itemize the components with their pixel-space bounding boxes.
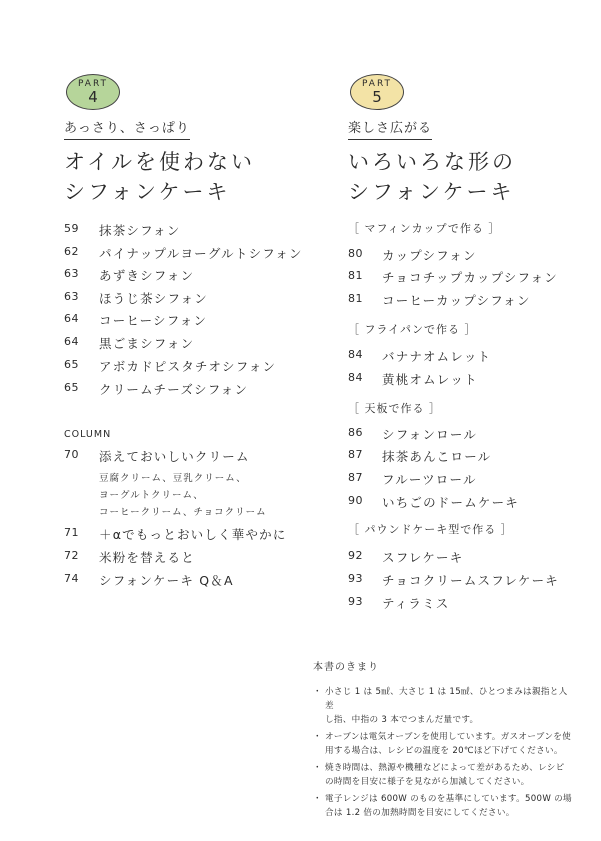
toc-title: ティラミス — [382, 596, 450, 611]
toc-page-number: 65 — [64, 381, 79, 394]
toc-title: バナナオムレット — [382, 349, 492, 364]
part4-subtitle: あっさり、さっぱり — [64, 117, 190, 140]
toc-page-number: 80 — [348, 247, 363, 260]
rule-line: の時間を目安に様子を見ながら加減してください。 — [325, 777, 530, 787]
toc-page-number: 81 — [348, 292, 363, 305]
toc-title: パイナップルヨーグルトシフォン — [99, 246, 303, 261]
part5-title — [348, 147, 516, 207]
toc-page-number: 64 — [64, 335, 79, 348]
toc-title: あずきシフォン — [99, 268, 195, 283]
toc-title: 黄桃オムレット — [382, 372, 478, 387]
column-label: COLUMN — [64, 429, 112, 440]
toc-page-number: 92 — [348, 549, 363, 562]
bullet-icon: ・ — [313, 763, 322, 773]
toc-title: チョコクリームスフレケーキ — [382, 573, 559, 588]
toc-page-number: 59 — [64, 222, 79, 235]
part5-title-line1: いろいろな形の — [348, 150, 516, 174]
toc-page-number: 62 — [64, 245, 79, 258]
toc-title: コーヒーカップシフォン — [382, 293, 531, 308]
part5-badge — [350, 74, 404, 110]
toc-title: 米粉を替えると — [99, 550, 195, 565]
part5-badge-label: PART — [361, 79, 393, 89]
toc-page-number: 72 — [64, 549, 79, 562]
part4-title-line2: シフォンケーキ — [64, 180, 231, 204]
part4-badge — [66, 74, 120, 110]
rule-line: し指、中指の 3 本でつまんだ量です。 — [325, 715, 479, 725]
part5-badge-number: 5 — [372, 88, 382, 106]
toc-title: チョコチップカップシフォン — [382, 270, 558, 285]
book-rules — [313, 658, 573, 823]
toc-title: 黒ごまシフォン — [99, 336, 195, 351]
part5-subtitle: 楽しさ広がる — [348, 117, 432, 140]
toc-page-number: 64 — [64, 312, 79, 325]
bullet-icon: ・ — [313, 687, 322, 697]
toc-title: シフォンロール — [382, 427, 478, 442]
cream-note: 豆腐クリーム、豆乳クリーム、 — [99, 473, 247, 484]
toc-page-number: 84 — [348, 348, 363, 361]
toc-page-number: 90 — [348, 494, 363, 507]
part4-badge-number: 4 — [88, 88, 98, 106]
toc-page-number: 87 — [348, 471, 363, 484]
toc-title: カップシフォン — [382, 248, 477, 263]
rule-line: 小さじ 1 は 5㎖、大さじ 1 は 15㎖、ひとつまみは親指と人差 — [325, 687, 568, 711]
toc-page-number: 86 — [348, 426, 363, 439]
rule-line: オーブンは電気オーブンを使用しています。ガスオーブンを使 — [325, 732, 572, 742]
toc-page-number: 81 — [348, 269, 363, 282]
bullet-icon: ・ — [313, 794, 322, 804]
toc-page-number: 93 — [348, 595, 363, 608]
toc-title: コーヒーシフォン — [99, 313, 208, 328]
rules-title: 本書のきまり — [313, 662, 379, 673]
toc-page-number: 87 — [348, 448, 363, 461]
toc-title: ほうじ茶シフォン — [99, 291, 208, 306]
section-heading: ［ 天板で作る ］ — [348, 402, 441, 415]
toc-title: スフレケーキ — [382, 550, 464, 565]
toc-title: フルーツロール — [382, 472, 477, 487]
toc-page-number: 65 — [64, 358, 79, 371]
toc-page-number: 71 — [64, 526, 79, 539]
part4-title-line1: オイルを使わない — [64, 150, 255, 174]
toc-page-number: 63 — [64, 290, 79, 303]
rule-item — [313, 730, 573, 758]
rule-line: 合は 1.2 倍の加熱時間を目安にしてください。 — [325, 808, 515, 818]
toc-page-number: 84 — [348, 371, 363, 384]
cream-note: ヨーグルトクリーム、 — [99, 490, 204, 501]
part4-badge-label: PART — [77, 79, 109, 89]
rule-item — [313, 761, 573, 789]
rule-item — [313, 792, 573, 820]
toc-title: アボカドピスタチオシフォン — [99, 359, 277, 374]
rule-item — [313, 685, 573, 727]
section-heading: ［ マフィンカップで作る ］ — [348, 222, 501, 235]
toc-title: クリームチーズシフォン — [99, 382, 249, 397]
toc-title: いちごのドームケーキ — [382, 495, 520, 510]
part4-title — [64, 147, 255, 207]
section-heading: ［ パウンドケーキ型で作る ］ — [348, 523, 513, 536]
toc-page-number: 70 — [64, 448, 79, 461]
toc-page-number: 74 — [64, 572, 79, 585]
toc-title: ＋αでもっとおいしく華やかに — [99, 527, 287, 542]
toc-page-number: 93 — [348, 572, 363, 585]
toc-page-number: 63 — [64, 267, 79, 280]
toc-title: 抹茶あんこロール — [382, 449, 492, 464]
cream-note: コーヒークリーム、チョコクリーム — [99, 507, 267, 518]
bullet-icon: ・ — [313, 732, 322, 742]
toc-title: 抹茶シフォン — [99, 223, 181, 238]
toc-title: 添えておいしいクリーム — [99, 449, 250, 464]
rule-line: 焼き時間は、熱源や機種などによって差があるため、レシピ — [325, 763, 565, 773]
toc-title: シフォンケーキ Q＆A — [99, 573, 234, 588]
part5-title-line2: シフォンケーキ — [348, 180, 515, 204]
rule-line: 用する場合は、レシピの温度を 20℃ほど下げてください。 — [325, 746, 563, 756]
section-heading: ［ フライパンで作る ］ — [348, 323, 477, 336]
rule-line: 電子レンジは 600W のものを基準にしています。500W の場 — [325, 794, 572, 804]
